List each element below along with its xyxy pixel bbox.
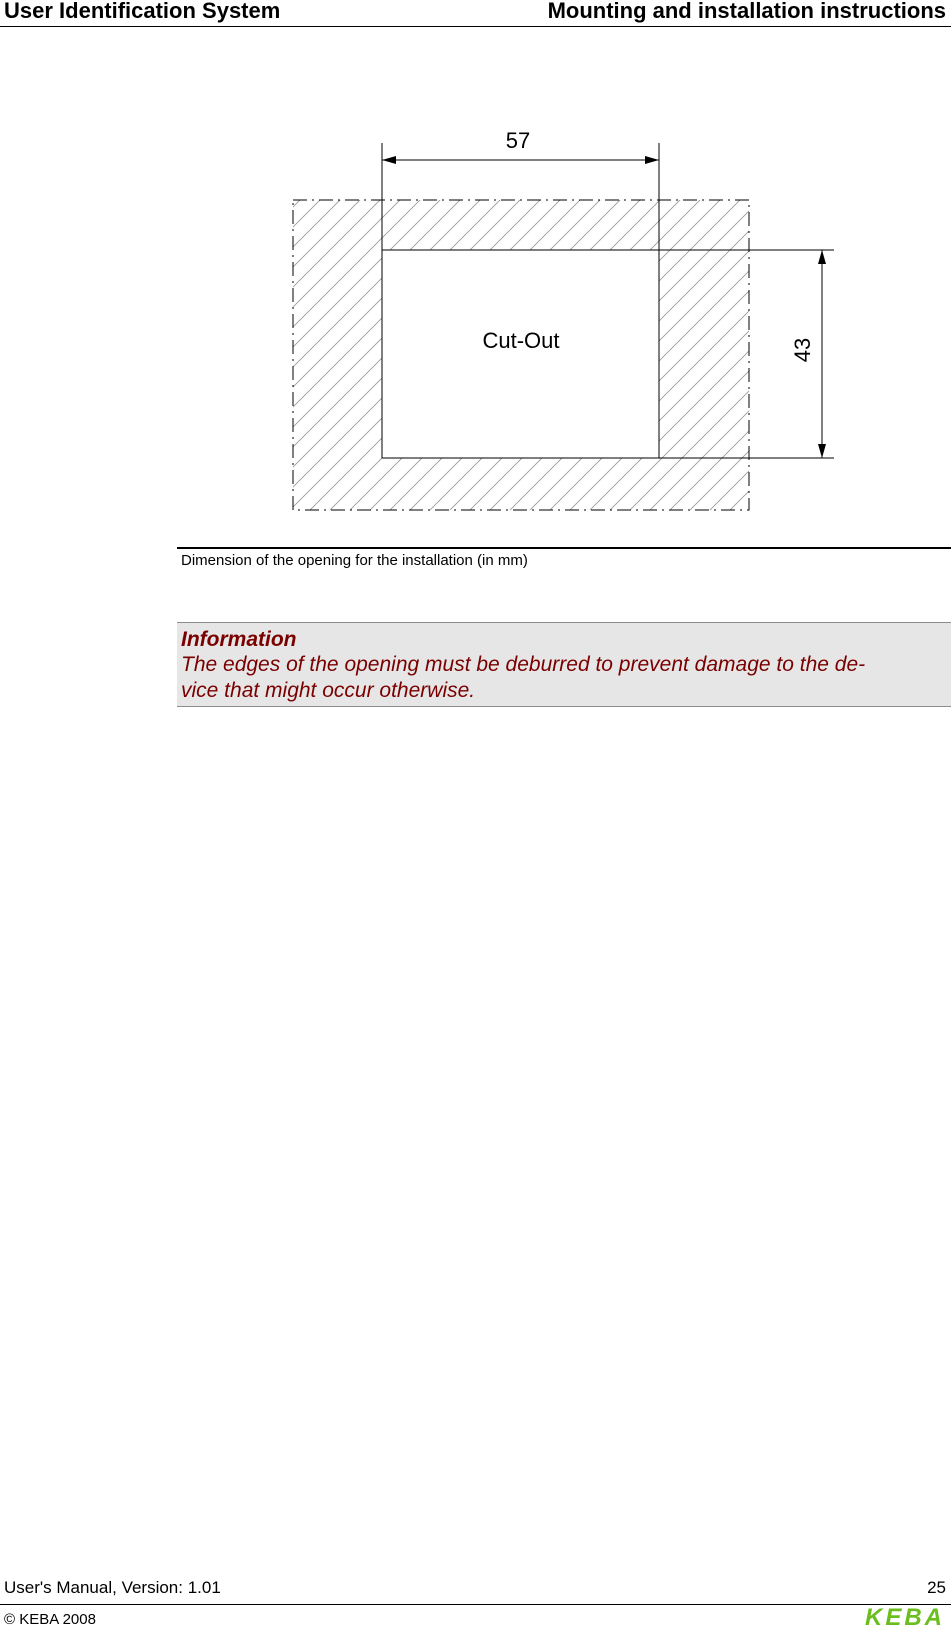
keba-logo — [827, 1607, 947, 1627]
document-title: User Identification System — [4, 0, 281, 23]
information-text-line-2: vice that might occur otherwise. — [181, 679, 476, 702]
cutout-label: Cut-Out — [482, 328, 560, 353]
width-dimension-label: 57 — [505, 128, 531, 153]
caption-divider — [177, 547, 951, 549]
page-number: 25 — [927, 1578, 946, 1597]
section-title: Mounting and installation instructions — [547, 0, 946, 23]
information-title: Information — [181, 628, 297, 651]
manual-version: User's Manual, Version: 1.01 — [4, 1578, 221, 1597]
information-box — [177, 622, 951, 707]
height-dimension-label: 43 — [790, 337, 815, 363]
information-text-line-1: The edges of the opening must be deburred to prevent damage to the de- — [181, 653, 866, 676]
footer-divider — [0, 1604, 951, 1605]
keba-logo-text: KEBA — [864, 1607, 945, 1627]
cutout-dimension-drawing — [0, 0, 951, 540]
copyright: © KEBA 2008 — [4, 1611, 96, 1628]
cutout-rectangle — [382, 250, 659, 458]
figure-caption: Dimension of the opening for the installation (in mm) — [181, 552, 528, 569]
